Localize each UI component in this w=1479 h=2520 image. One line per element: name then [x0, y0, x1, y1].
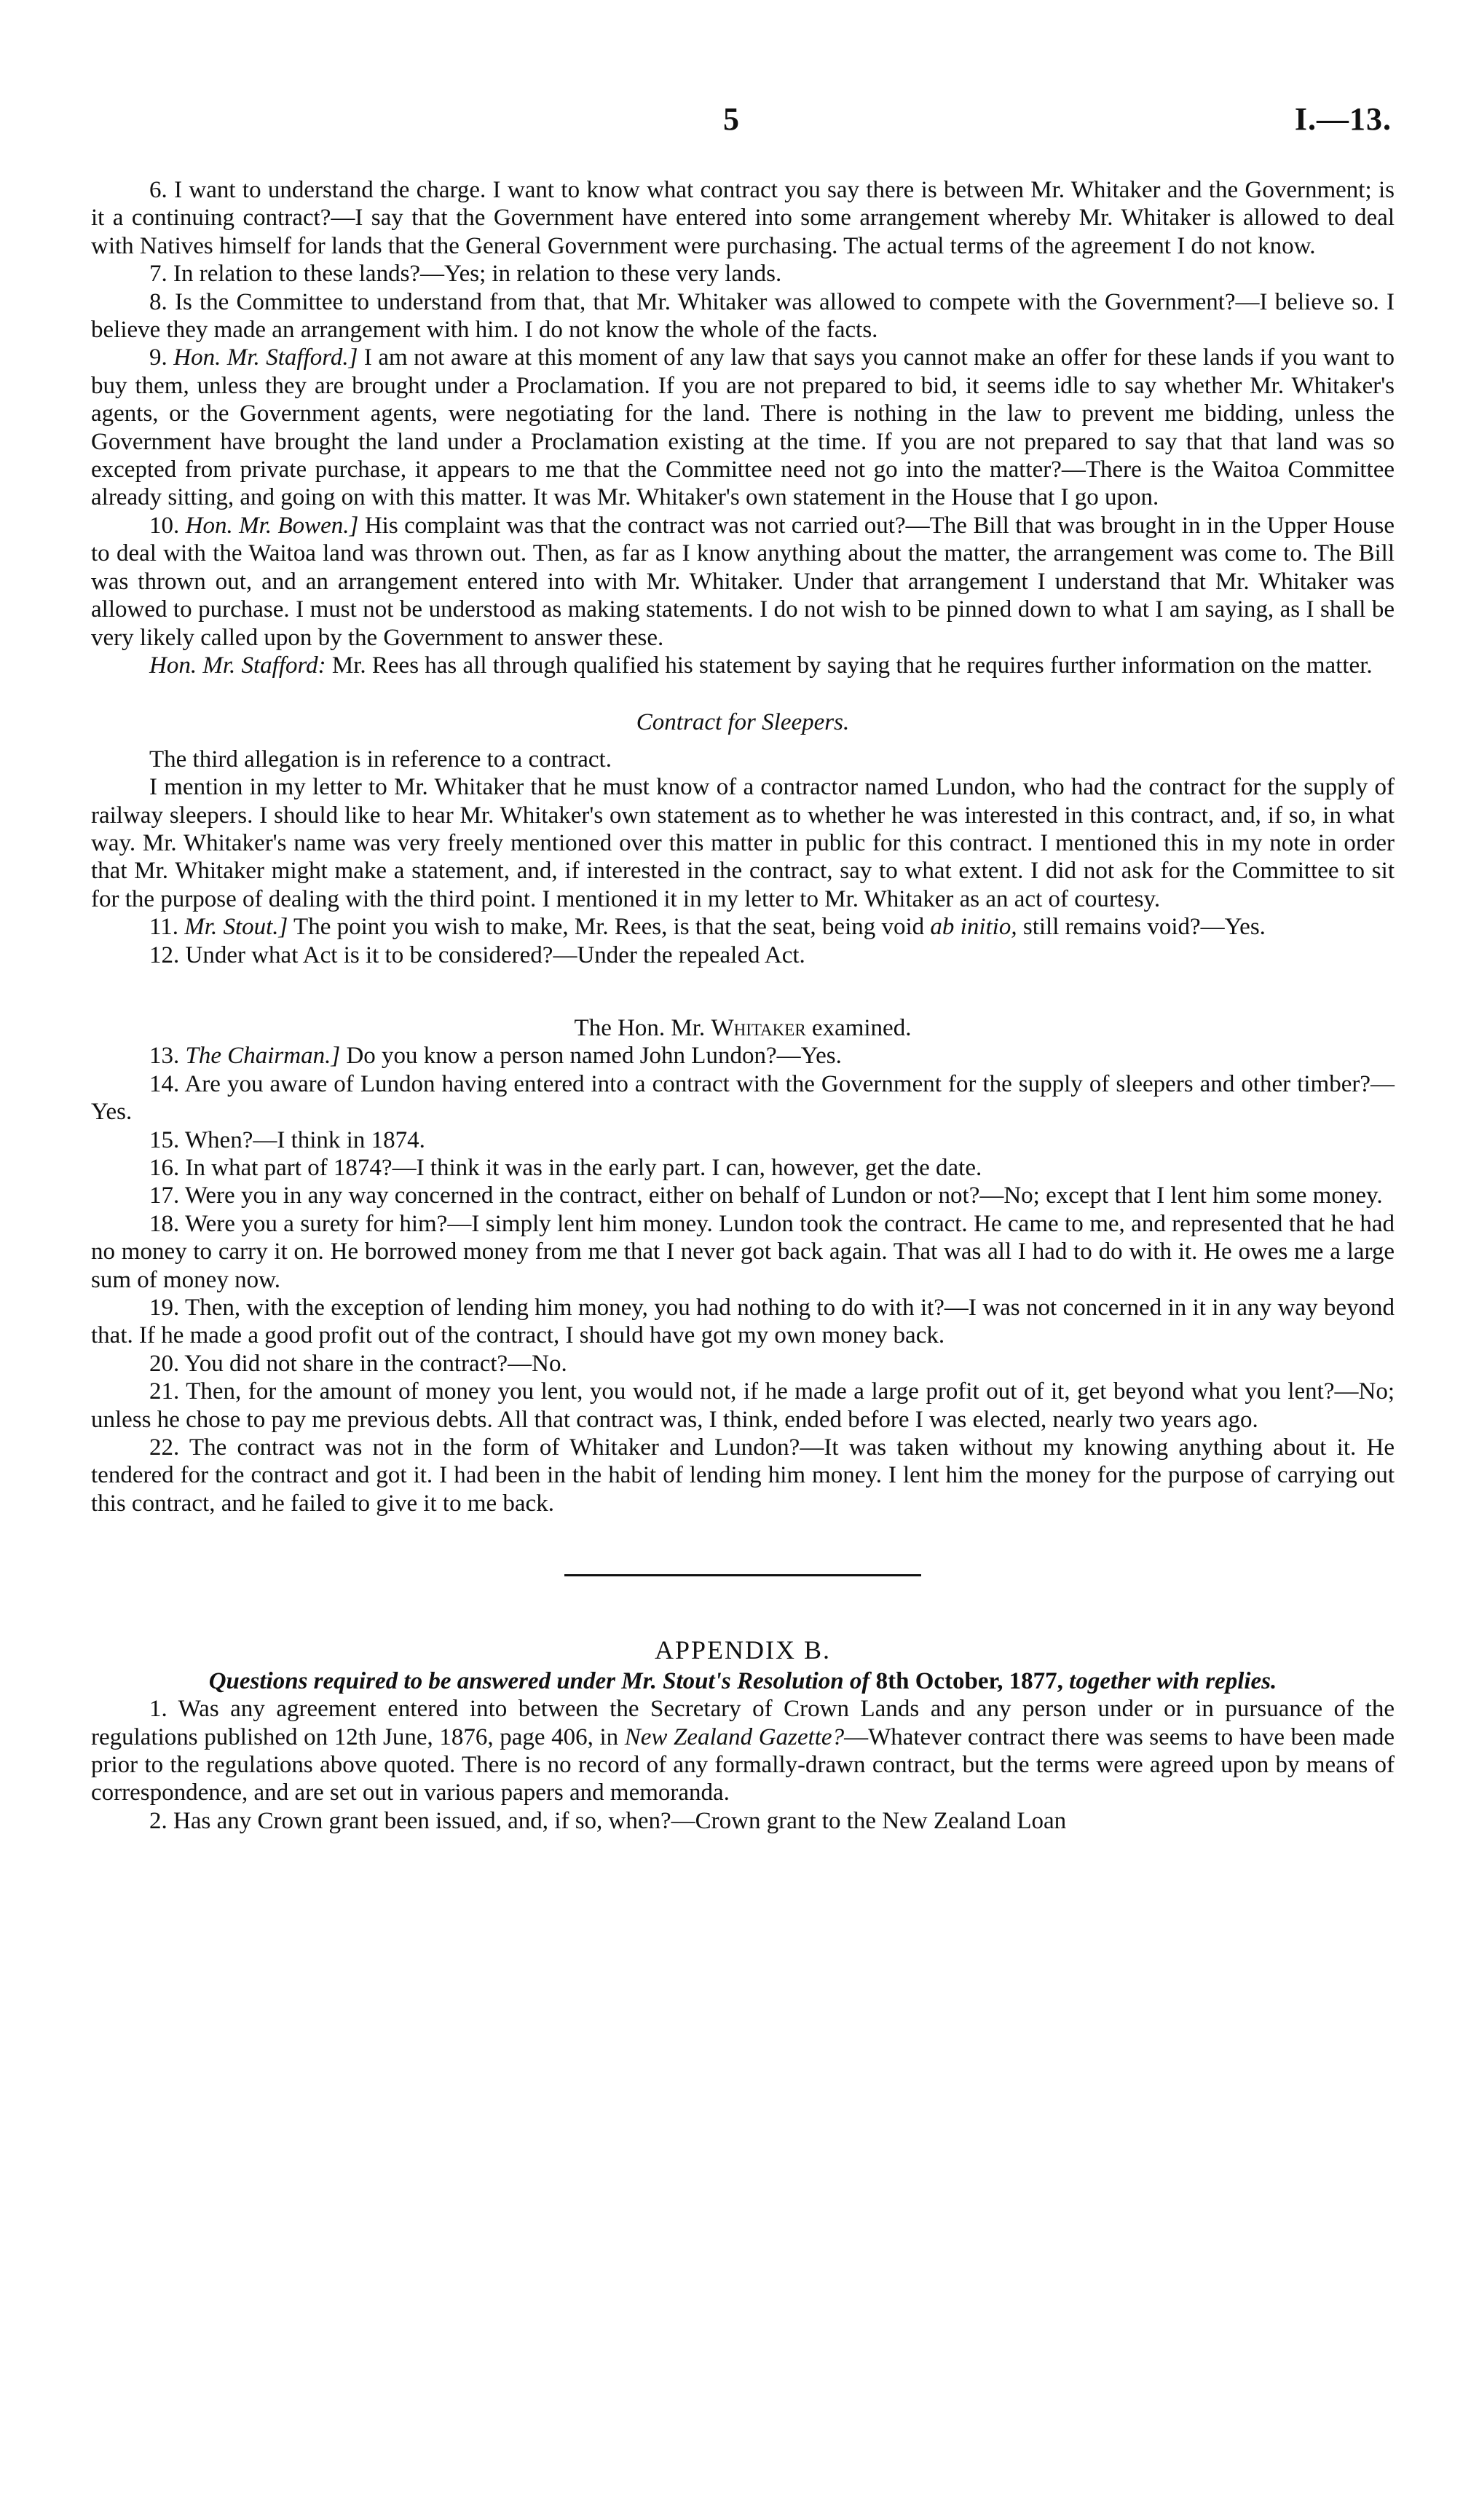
- speaker-name: Hon. Mr. Stafford:: [149, 652, 326, 679]
- speaker-name: Hon. Mr. Stafford.]: [173, 344, 358, 371]
- question-13: [91, 1042, 1395, 1070]
- page-header: [0, 100, 1479, 144]
- question-9: [91, 344, 1395, 511]
- contract-paragraph-2: I mention in my letter to Mr. Whitaker that he must know of a contractor named Lundon, who had the contract for the supply of railway sleepers. I should like to hear Mr. Whitaker's own statement as to whether he was interested in this contract, and, if so, in what way. Mr. Whitaker's name was very freely mentioned over this matter in public for this contract. I mentioned this in my note in order that Mr. Whitaker might make a statement, and, if interested in the contract, say to what extent. I did not ask for the Committee to sit for the purpose of dealing with the third point. I mentioned it in my letter to Mr. Whitaker as an act of courtesy.: [91, 774, 1395, 912]
- examination-heading: The Hon. Mr. Whitaker examined.: [574, 1014, 912, 1041]
- question-text: His complaint was that the contract was not carried out?—The Bill that was brought in in the Upper House to deal with the Waitoa land was thrown out. Then, as far as I know anything about the matter, the arrangement was come to. The Bill was thrown out, and an arrangement entered into with Mr. Whitaker. Under that arrangement I understand that Mr. Whitaker was allowed to purchase. I must not be understood as making statements. I do not wish to be pinned down to what I am saying, as I shall be very likely called upon by the Government to answer these.: [91, 512, 1395, 651]
- question-22: 22. The contract was not in the form of Whitaker and Lundon?—It was taken without my knowing anything about it. He tendered for the contract and got it. I had been in the habit of lending him money. I lent him the money for the purpose of carrying out this contract, and he failed to give it to me back.: [91, 1434, 1395, 1517]
- section-divider: [564, 1574, 921, 1576]
- witness-name: Whitaker: [711, 1014, 806, 1041]
- question-number: 10.: [149, 512, 180, 539]
- question-19: 19. Then, with the exception of lending him money, you had nothing to do with it?—I was not concerned in it in any way beyond that. If he made a good profit out of the contract, I should have got my own money back.: [91, 1295, 1395, 1349]
- question-15: 15. When?—I think in 1874.: [149, 1126, 425, 1153]
- body-text: [91, 176, 1395, 1835]
- speaker-name: Mr. Stout.]: [184, 914, 288, 941]
- speaker-name: Hon. Mr. Bowen.]: [185, 512, 359, 539]
- question-6: 6. I want to understand the charge. I want to know what contract you say there is between Mr. Whitaker and the Government; is it a continuing contract?—I say that the Government have entered into some arrangement whereby Mr. Whitaker is allowed to deal with Natives himself for lands that the General Government were purchasing. The actual terms of the agreement I do not know.: [91, 177, 1395, 259]
- question-14: 14. Are you aware of Lundon having entered into a contract with the Government for the supply of sleepers and other timber?—Yes.: [91, 1070, 1395, 1126]
- question-20: 20. You did not share in the contract?—No.: [149, 1350, 567, 1377]
- question-text: Do you know a person named John Lundon?—Yes.: [346, 1043, 842, 1070]
- question-10: [91, 512, 1395, 652]
- latin-phrase: ab initio,: [930, 914, 1017, 941]
- question-12: 12. Under what Act is it to be considered?—Under the repealed Act.: [149, 941, 805, 968]
- appendix-question-2: 2. Has any Crown grant been issued, and, if so, when?—Crown grant to the New Zealand Loan: [149, 1807, 1067, 1834]
- appendix-subtitle: Questions required to be answered under Mr. Stout's Resolution of 8th October, 1877, together with replies.: [208, 1667, 1277, 1694]
- contract-paragraph-1: The third allegation is in reference to a contract.: [149, 746, 612, 773]
- section-heading: Contract for Sleepers.: [636, 709, 850, 736]
- question-16: 16. In what part of 1874?—I think it was in the early part. I can, however, get the date.: [149, 1155, 982, 1181]
- question-18: 18. Were you a surety for him?—I simply lent him money. Lundon took the contract. He came to me, and represented that he had no money to carry it on. He borrowed money from me that I never got back again. That was all I had to do with it. He owes me a large sum of money now.: [91, 1210, 1395, 1293]
- question-text-continued: still remains void?—Yes.: [1022, 914, 1266, 941]
- appendix-question-1: 1. Was any agreement entered into between the Secretary of Crown Lands and any person under or in pursuance of the regulations published on 12th June, 1876, page 406, in New Zealand Gazette?—Whatever contract there was seems to have been made prior to the regulations above quoted. There is no record of any formally-drawn contract, but the terms were agreed upon by means of correspondence, and are set out in various papers and memoranda.: [91, 1696, 1395, 1806]
- appendix-title: APPENDIX B.: [654, 1635, 832, 1665]
- question-11: [91, 913, 1395, 941]
- question-text: The point you wish to make, Mr. Rees, is that the seat, being void: [293, 914, 925, 941]
- document-reference: I.—13.: [1294, 101, 1392, 137]
- question-number: 9.: [149, 344, 167, 371]
- gazette-title: New Zealand Gazette?: [624, 1723, 845, 1750]
- question-17: 17. Were you in any way concerned in the contract, either on behalf of Lundon or not?—No; except that I lent him some money.: [149, 1182, 1383, 1209]
- speaker-name: The Chairman.]: [185, 1043, 341, 1070]
- question-text: I am not aware at this moment of any law that says you cannot make an offer for these lands if you want to buy them, unless they are brought under a Proclamation. If you are not prepared to bid, it seems idle to say whether Mr. Whitaker's agents, or the Government agents, were negotiating for the land. There is nothing in the law to prevent me bidding, unless the Government have brought the land under a Proclamation existing at the time. If you are not prepared to say that that land was so excepted from private purchase, it appears to me that the Committee need not go into the matter?—There is the Waitoa Committee already sitting, and going on with this matter. It was Mr. Whitaker's own statement in the House that I go upon.: [91, 344, 1395, 511]
- remark-text: Mr. Rees has all through qualified his statement by saying that he requires further information on the matter.: [331, 652, 1373, 679]
- page-number: 5: [723, 101, 739, 137]
- question-number: 13.: [149, 1043, 180, 1070]
- question-21: 21. Then, for the amount of money you lent, you would not, if he made a large profit out of it, get beyond what you lent?—No; unless he chose to pay me previous debts. All that contract was, I think, ended before I was elected, nearly two years ago.: [91, 1378, 1395, 1433]
- stafford-remark: [91, 652, 1395, 679]
- question-7: 7. In relation to these lands?—Yes; in relation to these very lands.: [149, 261, 782, 288]
- question-8: 8. Is the Committee to understand from that, that Mr. Whitaker was allowed to compete with the Government?—I believe so. I believe they made an arrangement with him. I do not know the whole of the facts.: [91, 288, 1395, 344]
- question-number: 11.: [149, 914, 179, 941]
